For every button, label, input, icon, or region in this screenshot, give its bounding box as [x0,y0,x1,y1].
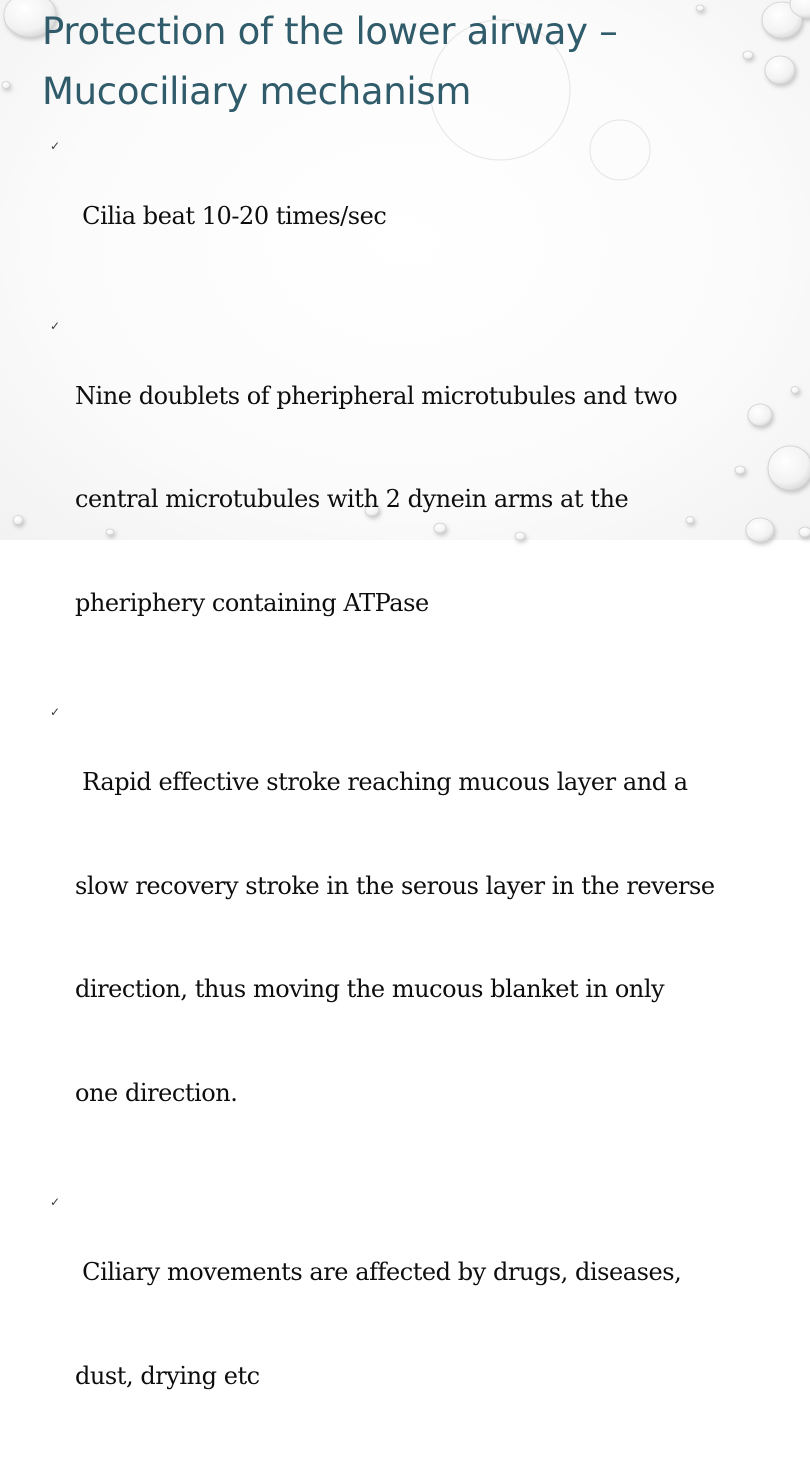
bullet-text-line: Ciliary movements are affected by drugs, diseases, [75,1258,682,1286]
bullet-item [50,310,770,690]
checkmark-icon: ✓ [50,1195,61,1209]
water-drop [2,82,10,89]
water-drop [13,516,23,525]
bullet-text-line: pheriphery containing ATPase [75,588,429,617]
checkmark-icon: ✓ [50,139,61,153]
bullet-text-line: dust, drying etc [75,1361,260,1390]
bullet-text-line: central microtubules with 2 dynein arms at the [75,485,629,513]
bullet-text-line: slow recovery stroke in the serous layer in the reverse [75,871,715,900]
water-drop [799,527,810,537]
bullet-text-line: Nine doublets of pheripheral microtubules and two [75,381,678,410]
bullet-list [50,130,770,1469]
slide-title-line: Mucociliary mechanism [42,70,472,113]
bullet-item [50,1186,770,1462]
checkmark-icon: ✓ [50,318,61,333]
checkmark-icon: ✓ [50,705,61,719]
bullet-text-line: direction, thus moving the mucous blanket in only [75,975,665,1003]
bullet-text [75,1186,770,1462]
bullet-text [75,130,770,303]
bullet-text [75,310,770,690]
bullet-text-line: Cilia beat 10-20 times/sec [75,202,387,230]
water-drop [768,446,810,490]
bullet-text-line: one direction. [75,1078,238,1107]
water-drop [791,387,799,394]
slide-title-line: Protection of the lower airway – [42,10,618,53]
bullet-text [75,696,770,1179]
slide-title [42,2,782,122]
bullet-item [50,696,770,1179]
bullet-text-line: Rapid effective stroke reaching mucous layer and a [75,768,688,796]
bullet-item [50,130,770,303]
